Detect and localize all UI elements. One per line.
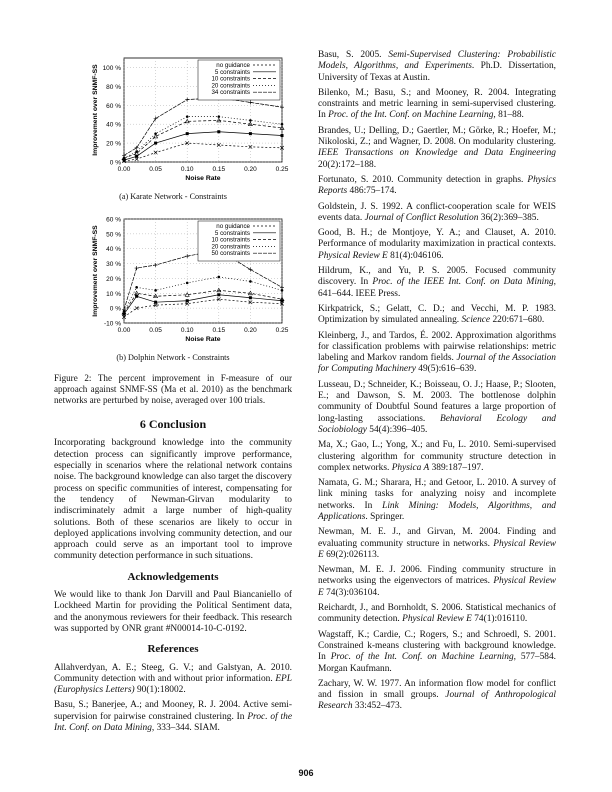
legend-entry: 50 constraints <box>211 249 250 257</box>
x-tick-label: 0.10 <box>180 166 194 173</box>
x-tick-label: 0.25 <box>275 326 289 334</box>
data-point <box>186 281 189 284</box>
legend-entry: no guidance <box>216 222 250 230</box>
legend-entry: 34 constraints <box>211 89 250 97</box>
karate-chart <box>54 50 292 185</box>
reference-entry: Fortunato, S. 2010. Community detection in graphs. Physics Reports 486:75–174. <box>318 174 556 197</box>
acknowledgements-text: We would like to thank Jon Darvill and Paul Biancaniello of Lockheed Martin for providing the Political Sentiment data, and the anonymous reviewers for their feedback. This research was supported by ONR grant #N00014-10-C-0192. <box>54 590 292 634</box>
x-tick-label: 0.20 <box>244 166 257 173</box>
y-tick-label: 40 % <box>106 121 121 129</box>
y-tick-label: 60 % <box>106 216 121 224</box>
reference-entry: Kirkpatrick, S.; Gelatt, C. D.; and Vecchi, M. P. 1983. Optimization by simulated annealing. Science 220:671–680. <box>318 303 556 326</box>
data-point <box>154 132 157 135</box>
data-point <box>135 150 138 153</box>
series-line <box>124 294 282 313</box>
dolphin-chart <box>54 211 292 346</box>
legend-entry: 10 constraints <box>211 236 250 244</box>
data-point <box>154 117 158 121</box>
legend-entry: 5 constraints <box>214 68 250 76</box>
reference-entry: Hildrum, K., and Yu, P. S. 2005. Focused community discovery. In Proc. of the IEEE Int. Conf. on Data Mining, 641–644. IEEE Press. <box>318 266 556 299</box>
y-axis-label: Improvement over SNMF-SS <box>92 224 99 317</box>
acknowledgements-heading: Acknowledgements <box>127 570 219 583</box>
karate-caption: (a) Karate Network - Constraints <box>119 192 227 202</box>
x-tick-label: 0.00 <box>117 166 131 173</box>
data-point <box>135 157 139 161</box>
data-point <box>217 130 220 133</box>
y-tick-label: -10 % <box>104 320 121 328</box>
legend-entry: 20 constraints <box>211 242 250 250</box>
reference-entry: Lusseau, D.; Schneider, K.; Boisseau, O. J.; Haase, P.; Slooten, E.; and Dawson, S. M. 2003. The bottlenose dolphin community of Doubtful Sound features a large proportion of long-lasting associations. Behavioral Ecology and Sociobiology 54(4):396–405. <box>318 379 556 435</box>
y-tick-label: 30 % <box>106 260 121 268</box>
reference-entry: Wagstaff, K.; Cardie, C.; Rogers, S.; and Schroedl, S. 2001. Constrained k-means clustering with background knowledge. In Proc. of the Int. Conf. on Machine Learning, 577–584. Morgan Kaufmann. <box>318 629 557 674</box>
reference-entry: Basu, S. 2005. Semi-Supervised Clustering: Probabilistic Models, Algorithms, and Experiments. Ph.D. Dissertation, University of Texas at Austin. <box>318 50 556 83</box>
data-point <box>186 132 189 135</box>
data-point <box>280 105 284 109</box>
y-tick-label: 50 % <box>106 230 121 238</box>
series-line <box>124 143 282 161</box>
series-line <box>124 290 282 312</box>
data-point <box>280 285 284 289</box>
series-line <box>124 277 282 311</box>
legend-entry: 10 constraints <box>211 75 250 83</box>
references-left <box>54 663 292 735</box>
data-point <box>249 132 252 135</box>
y-tick-label: 10 % <box>106 290 121 298</box>
reference-entry: Newman, M. E. J. 2006. Finding community structure in networks using the eigenvectors of matrices. Physical Review E 74(3):036104. <box>318 565 556 598</box>
y-tick-label: 20 % <box>106 275 121 283</box>
x-tick-label: 0.10 <box>180 326 194 334</box>
x-tick-label: 0.20 <box>244 326 257 334</box>
x-tick-label: 0.05 <box>149 326 162 334</box>
figure-dolphin <box>54 211 292 364</box>
figure-karate <box>54 50 292 203</box>
conclusion-heading: 6 Conclusion <box>139 417 207 432</box>
x-tick-label: 0.05 <box>149 166 162 173</box>
data-point <box>186 299 189 302</box>
data-point <box>154 300 157 303</box>
legend-entry: 20 constraints <box>211 82 250 90</box>
legend-entry: no guidance <box>216 62 250 69</box>
reference-entry: Goldstein, J. S. 1992. A conflict-cooperation scale for WEIS events data. Journal of Conflict Resolution 36(2):369–385. <box>318 201 556 223</box>
x-axis-label: Noise Rate <box>185 175 221 182</box>
references-heading: References <box>147 643 199 656</box>
x-tick-label: 0.25 <box>275 166 289 173</box>
dolphin-caption: (b) Dolphin Network - Constraints <box>116 352 230 362</box>
data-point <box>248 267 252 271</box>
data-point <box>185 98 189 102</box>
data-point <box>217 293 220 296</box>
data-point <box>249 296 252 299</box>
reference-entry: Basu, S.; Banerjee, A.; and Mooney, R. J. 2004. Active semi-supervision for pairwise constrained clustering. In Proc. of the Int. Conf. on Data Mining, 333–344. SIAM. <box>54 700 292 734</box>
data-point <box>135 146 139 150</box>
page-number: 906 <box>298 768 314 778</box>
reference-entry: Reichardt, J., and Bornholdt, S. 2006. Statistical mechanics of community detection. Physical Review E 74(1):016110. <box>318 603 556 625</box>
data-point <box>281 134 284 137</box>
y-tick-label: 0 % <box>109 305 121 313</box>
data-point <box>186 115 189 118</box>
reference-entry: Allahverdyan, A. E.; Steeg, G. V.; and Galstyan, A. 2010. Community detection with and without prior information. EPL (Europhysics Letters) 90(1):18002. <box>54 662 292 696</box>
y-tick-label: 0 % <box>109 159 121 167</box>
reference-entry: Bilenko, M.; Basu, S.; and Mooney, R. 2004. Integrating constraints and metric learning in semi-supervised clustering. In Proc. of the Int. Conf. on Machine Learning, 81–88. <box>318 87 556 121</box>
reference-entry: Newman, M. E. J., and Girvan, M. 2004. Finding and evaluating community structure in networks. Physical Review E 69(2):026113. <box>318 527 556 560</box>
data-point <box>218 275 221 278</box>
reference-entry: Zachary, W. W. 1977. An information flow model for conflict and fission in small groups. Journal of Anthropological Research 33:452–473. <box>318 678 556 712</box>
data-point <box>185 254 189 258</box>
data-point <box>218 115 221 118</box>
data-point <box>122 153 126 157</box>
references-right <box>318 50 556 713</box>
conclusion-text: Incorporating background knowledge into the community detection process can significantly improve performance, especially in scenarios where the relational network contains noise. The background knowledge can also target the discovery process on specific communities of interest, compensating for the tendency of Newman-Girvan modularity to indiscriminately admit a large number of high-quality solutions. Both of these scenarios are likely to occur in deployed applications involving community detection, and our approach could serve as an important tool to improve community detection performance in such situations. <box>54 438 292 562</box>
x-tick-label: 0.15 <box>212 166 226 173</box>
data-point <box>249 119 252 122</box>
series-line <box>124 117 282 159</box>
data-point <box>249 280 252 283</box>
figure-caption: Figure 2: The percent improvement in F-measure of our approach against SNMF-SS (Ma et al. 2010) as the benchmark networks are perturbed by noise, averaged over 100 trials. <box>54 373 292 406</box>
x-tick-label: 0.00 <box>117 326 131 334</box>
legend-entry: 5 constraints <box>214 229 250 237</box>
data-point <box>135 266 139 270</box>
x-axis-label: Noise Rate <box>185 335 221 343</box>
reference-entry: Namata, G. M.; Sharara, H.; and Getoor, L. 2010. A survey of link mining tasks for analyzing noisy and incomplete networks. In Link Mining: Models, Algorithms, and Applications. Springer. <box>318 478 556 522</box>
reference-entry: Good, B. H.; de Montjoye, Y. A.; and Clauset, A. 2010. Performance of modularity maximization in practical contexts. Physical Review E 81(4):046106. <box>318 228 556 261</box>
data-point <box>281 289 284 292</box>
data-point <box>185 141 189 145</box>
y-tick-label: 20 % <box>106 140 121 148</box>
data-point <box>281 123 284 126</box>
reference-entry: Kleinberg, J., and Tardos, É. 2002. Approximation algorithms for classification problems with pairwise relationships: metric labeling and Markov random fields. Journal of the Association for Computing Machinery 49(5):616–639. <box>318 330 556 375</box>
series-line <box>124 132 282 160</box>
x-tick-label: 0.15 <box>212 326 226 334</box>
reference-entry: Brandes, U.; Delling, D.; Gaertler, M.; Görke, R.; Hoefer, M.; Nikoloski, Z.; and Wagner, D. 2008. On modularity clustering. IEEE Transactions on Knowledge and Data Engineering 20(2):172–188. <box>318 125 556 170</box>
data-point <box>154 142 157 145</box>
reference-entry: Ma, X.; Gao, L.; Yong, X.; and Fu, L. 2010. Semi-supervised clustering algorithm for community structure detection in complex networks. Physica A 389:187–197. <box>318 440 556 473</box>
left-column <box>54 50 292 738</box>
data-point <box>154 289 157 292</box>
y-axis-label: Improvement over SNMF-SS <box>92 64 99 156</box>
y-tick-label: 40 % <box>106 245 121 253</box>
y-tick-label: 60 % <box>106 102 121 110</box>
right-column <box>318 50 556 717</box>
series-line <box>124 120 282 158</box>
y-tick-label: 100 % <box>102 64 121 72</box>
data-point <box>135 286 138 289</box>
data-point <box>248 100 252 104</box>
y-tick-label: 80 % <box>106 83 121 91</box>
data-point <box>135 291 139 295</box>
series-line <box>124 98 282 156</box>
